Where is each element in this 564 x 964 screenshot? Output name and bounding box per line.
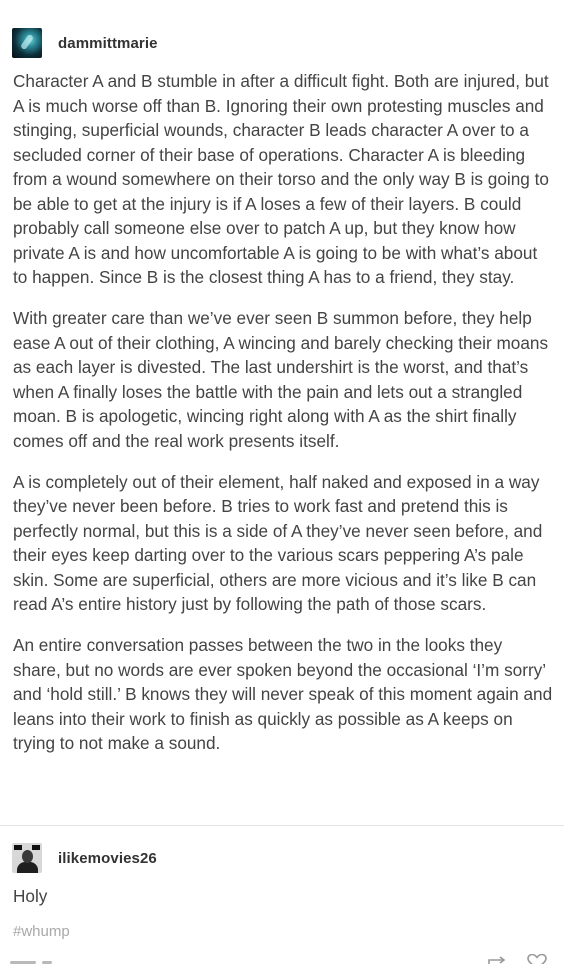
reblogger-username[interactable]: ilikemovies26 — [58, 849, 157, 867]
heart-icon[interactable] — [526, 954, 548, 964]
post-tag[interactable]: #whump — [13, 923, 70, 940]
post-paragraph-4: An entire conversation passes between the two in the looks they share, but no words are ever spoken beyond the occasional ‘I’m sorry’ and ‘hold still.’ B knows they will never speak of this moment again and leans into their work to finish as quickly as possible as A keeps on trying to not make a sound. — [13, 635, 553, 753]
reblog-comment: Holy — [13, 886, 48, 906]
post-paragraph-3: A is completely out of their element, half naked and exposed in a way they’ve never been before. B tries to work fast and pretend this is perfectly normal, but this is a side of A they’ve never seen before, and their eyes keep darting over to the various scars peppering A’s pale skin. Some are superficial, others are more vicious and it’s like B can read A’s entire history just by following the path of those scars. — [13, 471, 543, 614]
avatar-detail — [32, 845, 40, 850]
author-username[interactable]: dammittmarie — [58, 34, 158, 52]
post-paragraph-2: With greater care than we’ve ever seen B summon before, they help ease A out of their clothing, A wincing and barely checking their moans as each layer is divested. The last undershirt is the worst, and that’s when A finally loses the battle with the pain and lets out a strangled moan. B is apologetic, wincing right along with A as the shirt finally comes off and the real work presents itself. — [13, 308, 549, 451]
post-body — [13, 69, 554, 772]
avatar-detail — [17, 862, 38, 873]
notes-count[interactable] — [10, 956, 66, 964]
avatar-detail — [14, 845, 22, 850]
reblogger-avatar[interactable] — [12, 843, 42, 873]
reblog-icon[interactable] — [487, 956, 509, 964]
reblog-header — [12, 843, 157, 873]
reblog-divider — [0, 825, 564, 826]
post-footer — [0, 954, 564, 964]
post-paragraph-1: Character A and B stumble in after a difficult fight. Both are injured, but A is much worse off than B. Ignoring their own protesting muscles and stinging, superficial wounds, character B leads character A over to a secluded corner of their base of operations. Character A is bleeding from a wound somewhere on their torso and the only way B is going to be able to get at the injury is if A loses a few of their layers. B could probably call someone else over to patch A up, but they know how private A is and how uncomfortable A is going to be with what’s about to happen. Since B is the closest thing A has to a friend, they stay. — [13, 71, 549, 287]
author-avatar[interactable] — [12, 28, 42, 58]
avatar-detail — [22, 850, 33, 863]
post-header — [12, 28, 158, 58]
